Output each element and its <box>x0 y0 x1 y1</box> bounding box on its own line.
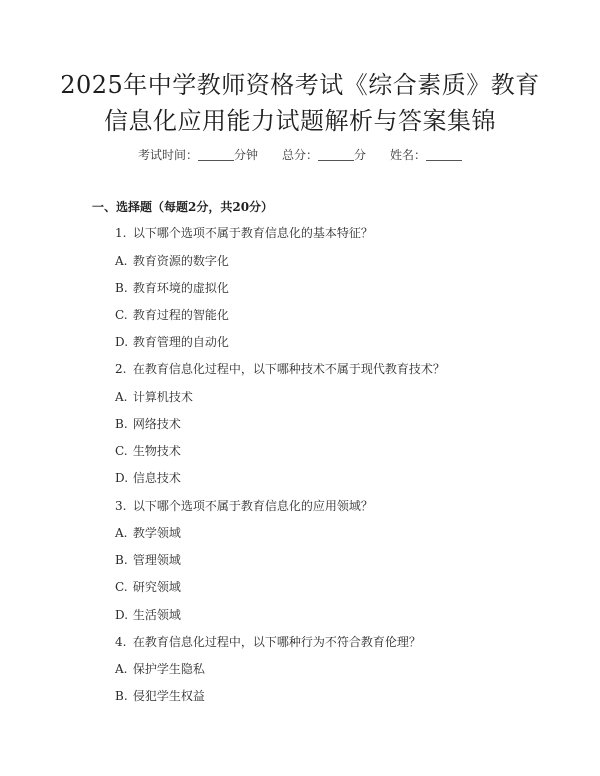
option-letter: A. <box>115 390 128 404</box>
option-letter: D. <box>115 335 129 349</box>
option-1c <box>115 306 229 323</box>
question-1 <box>115 224 373 241</box>
name-blank <box>426 148 462 161</box>
question-2 <box>115 360 445 377</box>
option-1b <box>115 279 229 296</box>
option-letter: D. <box>115 471 129 485</box>
option-text: 生物技术 <box>132 444 181 458</box>
section-heading: 一、选择题（每题2分，共20分） <box>92 200 274 214</box>
time-blank <box>198 148 234 161</box>
option-1d <box>115 333 229 350</box>
option-letter: A. <box>115 662 128 676</box>
question-4 <box>115 633 421 650</box>
option-2a <box>115 388 193 405</box>
question-text: 以下哪个选项不属于教育信息化的基本特征？ <box>132 226 373 240</box>
score-blank <box>318 148 354 161</box>
option-letter: C. <box>115 444 128 458</box>
option-text: 信息技术 <box>132 471 181 485</box>
question-number: 4. <box>115 635 127 649</box>
name-label: 姓名： <box>390 148 427 162</box>
option-letter: B. <box>115 417 128 431</box>
option-text: 侵犯学生权益 <box>132 689 205 703</box>
score-unit: 分 <box>354 148 367 162</box>
option-text: 生活领域 <box>132 608 181 622</box>
option-text: 保护学生隐私 <box>132 662 205 676</box>
option-text: 管理领域 <box>132 553 181 567</box>
option-letter: A. <box>115 526 128 540</box>
option-2b <box>115 415 181 432</box>
option-text: 教学领域 <box>132 526 181 540</box>
option-2c <box>115 442 181 459</box>
score-label: 总分： <box>281 148 318 162</box>
option-text: 教育管理的自动化 <box>132 335 229 349</box>
option-3a <box>115 524 181 541</box>
exam-meta <box>0 146 600 163</box>
option-3c <box>115 578 181 595</box>
question-text: 以下哪个选项不属于教育信息化的应用领域？ <box>132 499 373 513</box>
question-number: 1. <box>115 226 127 240</box>
option-text: 网络技术 <box>132 417 181 431</box>
option-letter: B. <box>115 281 128 295</box>
time-label: 考试时间： <box>137 148 198 162</box>
option-letter: D. <box>115 608 129 622</box>
option-3d <box>115 606 181 623</box>
option-text: 计算机技术 <box>132 390 193 404</box>
option-4b <box>115 687 205 704</box>
option-text: 教育资源的数字化 <box>132 254 229 268</box>
option-letter: B. <box>115 689 128 703</box>
option-text: 研究领域 <box>132 580 181 594</box>
question-number: 3. <box>115 499 127 513</box>
option-letter: C. <box>115 580 128 594</box>
option-text: 教育环境的虚拟化 <box>132 281 229 295</box>
time-unit: 分钟 <box>233 148 258 162</box>
question-3 <box>115 497 373 514</box>
question-text: 在教育信息化过程中，以下哪种技术不属于现代教育技术？ <box>132 362 445 376</box>
question-number: 2. <box>115 362 127 376</box>
option-3b <box>115 551 181 568</box>
option-1a <box>115 252 229 269</box>
option-text: 教育过程的智能化 <box>132 308 229 322</box>
option-2d <box>115 469 181 486</box>
option-4a <box>115 660 205 677</box>
option-letter: C. <box>115 308 128 322</box>
option-letter: B. <box>115 553 128 567</box>
option-letter: A. <box>115 254 128 268</box>
page-title-line-2: 信息化应用能力试题解析与答案集锦 <box>104 107 496 135</box>
page-title-line-1: 2025年中学教师资格考试《综合素质》教育 <box>60 71 540 99</box>
question-text: 在教育信息化过程中，以下哪种行为不符合教育伦理？ <box>132 635 421 649</box>
